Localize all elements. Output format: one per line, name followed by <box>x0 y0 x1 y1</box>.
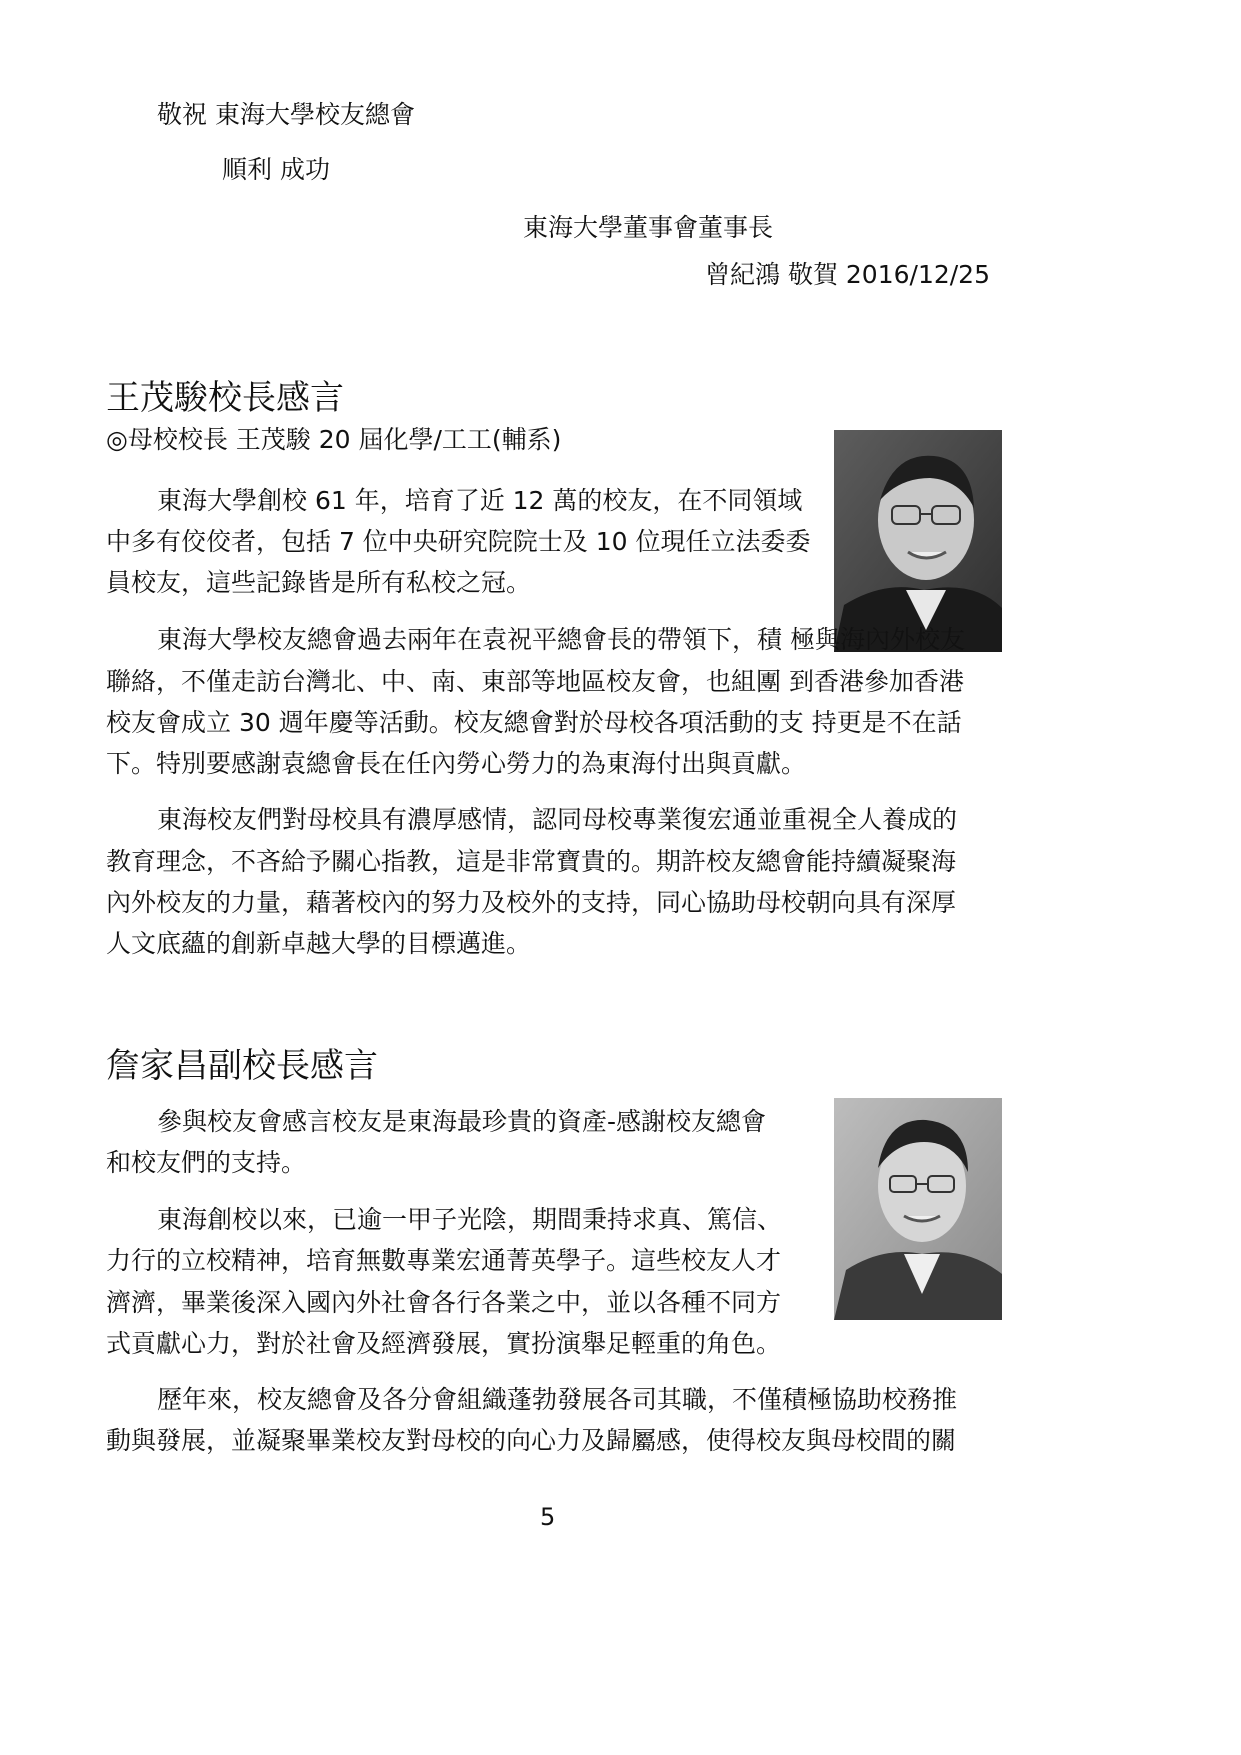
section1-line: 東海大學校友總會過去兩年在袁祝平總會長的帶領下，積 極與海內外校友 <box>157 625 965 654</box>
section1-line: 中多有佼佼者，包括 7 位中央研究院院士及 10 位現任立法委委 <box>106 527 811 556</box>
page-number: 5 <box>540 1503 556 1531</box>
section2-line: 東海創校以來，已逾一甲子光陰，期間秉持求真、篤信、 <box>157 1205 783 1234</box>
principal-portrait-photo <box>834 430 1002 652</box>
section2-line: 式貢獻心力，對於社會及經濟發展，實扮演舉足輕重的角色。 <box>106 1329 782 1358</box>
section1-line: 校友會成立 30 週年慶等活動。校友總會對於母校各項活動的支 持更是不在話 <box>106 708 962 737</box>
section1-line: 東海大學創校 61 年，培育了近 12 萬的校友，在不同領域 <box>157 486 803 515</box>
section2-line: 動與發展，並凝聚畢業校友對母校的向心力及歸屬感，使得校友與母校間的關 <box>106 1426 957 1455</box>
section2-line: 力行的立校精神，培育無數專業宏通菁英學子。這些校友人才 <box>106 1246 782 1275</box>
section1-line: 內外校友的力量，藉著校內的努力及校外的支持，同心協助母校朝向具有深厚 <box>106 888 957 917</box>
closing-wish: 順利 成功 <box>222 155 330 184</box>
signature-title: 東海大學董事會董事長 <box>523 213 774 242</box>
section2-title: 詹家昌副校長感言 <box>106 1046 378 1086</box>
section1-subtitle: ◎母校校長 王茂駿 20 屆化學/工工(輔系) <box>106 425 562 454</box>
section2-line: 參與校友會感言校友是東海最珍貴的資產-感謝校友總會 <box>157 1107 767 1136</box>
section1-line: 教育理念，不吝給予關心指教，這是非常寶貴的。期許校友總會能持續凝聚海 <box>106 847 957 876</box>
section1-line: 東海校友們對母校具有濃厚感情，認同母校專業復宏通並重視全人養成的 <box>157 805 958 834</box>
signature-name-date: 曾紀鴻 敬賀 2016/12/25 <box>705 260 990 289</box>
section1-line: 人文底蘊的創新卓越大學的目標邁進。 <box>106 929 532 958</box>
section2-line: 濟濟，畢業後深入國內外社會各行各業之中，並以各種不同方 <box>106 1288 782 1317</box>
section2-line: 和校友們的支持。 <box>106 1148 307 1177</box>
section2-line: 歷年來，校友總會及各分會組織蓬勃發展各司其職，不僅積極協助校務推 <box>157 1385 958 1414</box>
section1-title: 王茂駿校長感言 <box>106 378 344 418</box>
vice-principal-portrait-photo <box>834 1098 1002 1320</box>
section1-line: 聯絡，不僅走訪台灣北、中、南、東部等地區校友會，也組團 到香港參加香港 <box>106 667 964 696</box>
section1-line: 員校友，這些記錄皆是所有私校之冠。 <box>106 568 532 597</box>
closing-greeting: 敬祝 東海大學校友總會 <box>157 100 415 129</box>
section1-line: 下。特別要感謝袁總會長在任內勞心勞力的為東海付出與貢獻。 <box>106 749 807 778</box>
